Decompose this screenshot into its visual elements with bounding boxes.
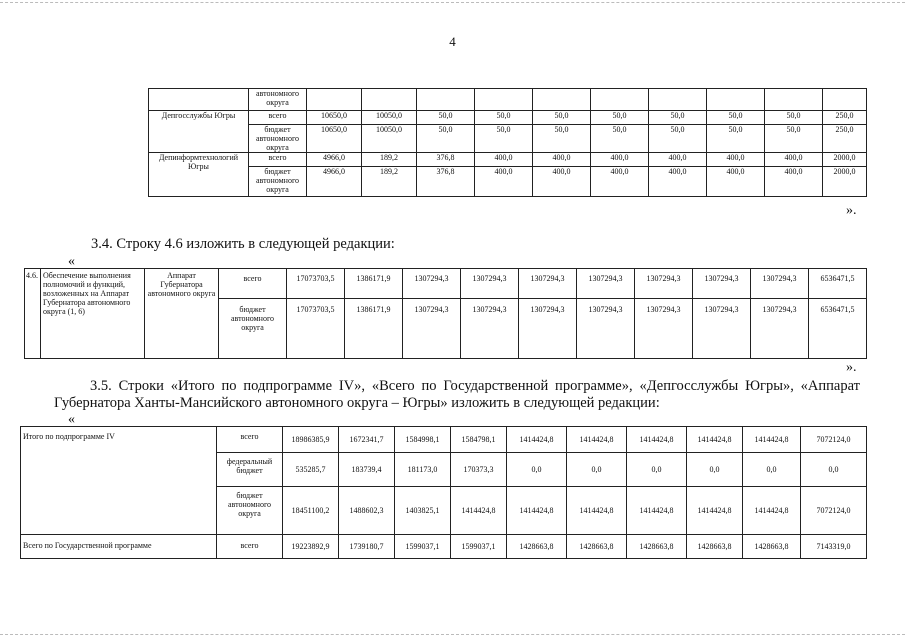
value-cell: 18451100,2 (283, 487, 339, 535)
value-cell (765, 89, 823, 111)
value-cell: 189,2 (362, 167, 417, 197)
value-cell: 1414424,8 (743, 487, 801, 535)
value-cell: 1307294,3 (403, 269, 461, 299)
table-row (149, 153, 867, 167)
open-quote-2: « (68, 412, 75, 427)
row-number: 4.6. (25, 269, 41, 359)
table-row (21, 535, 867, 559)
paragraph-3-4: 3.4. Строку 4.6 изложить в следующей редакции: (91, 236, 395, 252)
kind-cell: бюджет автономного округа (249, 125, 307, 153)
value-cell: 4966,0 (307, 167, 362, 197)
kind-cell: всего (249, 111, 307, 125)
value-cell: 50,0 (707, 111, 765, 125)
department-name (149, 89, 249, 111)
value-cell: 400,0 (591, 167, 649, 197)
value-cell (417, 89, 475, 111)
value-cell (475, 89, 533, 111)
value-cell: 400,0 (475, 167, 533, 197)
value-cell: 50,0 (417, 125, 475, 153)
value-cell: 10650,0 (307, 111, 362, 125)
value-cell: 0,0 (743, 453, 801, 487)
value-cell: 6536471,5 (809, 269, 867, 299)
value-cell: 189,2 (362, 153, 417, 167)
value-cell: 1428663,8 (743, 535, 801, 559)
value-cell: 1403825,1 (395, 487, 451, 535)
row-title: Всего по Государственной программе (21, 535, 217, 559)
value-cell: 17073703,5 (287, 269, 345, 299)
table-departments (148, 88, 867, 197)
value-cell: 1307294,3 (577, 299, 635, 359)
value-cell: 1428663,8 (507, 535, 567, 559)
kind-cell: всего (249, 153, 307, 167)
value-cell: 1414424,8 (507, 427, 567, 453)
kind-cell: бюджет автономного округа (217, 487, 283, 535)
value-cell: 50,0 (649, 111, 707, 125)
value-cell: 1739180,7 (339, 535, 395, 559)
measure-name: Обеспечение выполнения полномочий и функций, возложенных на Аппарат Губернатора автономного округа (1, 6) (41, 269, 145, 359)
table1-close-quote: ». (846, 203, 857, 218)
table2-close-quote: ». (846, 360, 857, 375)
table-row (149, 111, 867, 125)
value-cell: 1307294,3 (635, 299, 693, 359)
page-number: 4 (449, 34, 456, 49)
value-cell: 50,0 (475, 125, 533, 153)
value-cell: 400,0 (649, 153, 707, 167)
value-cell: 400,0 (533, 153, 591, 167)
value-cell: 1672341,7 (339, 427, 395, 453)
value-cell: 1414424,8 (743, 427, 801, 453)
value-cell: 0,0 (687, 453, 743, 487)
value-cell: 1307294,3 (693, 299, 751, 359)
value-cell: 1307294,3 (751, 299, 809, 359)
value-cell: 1414424,8 (567, 427, 627, 453)
value-cell: 1584798,1 (451, 427, 507, 453)
value-cell: 50,0 (417, 111, 475, 125)
value-cell (362, 89, 417, 111)
value-cell: 10650,0 (307, 125, 362, 153)
value-cell: 17073703,5 (287, 299, 345, 359)
value-cell: 1414424,8 (627, 487, 687, 535)
value-cell: 1414424,8 (627, 427, 687, 453)
value-cell: 250,0 (823, 125, 867, 153)
department-name: Депинформтехнологий Югры (149, 153, 249, 197)
value-cell: 170373,3 (451, 453, 507, 487)
bottom-edge (0, 634, 905, 635)
kind-cell: бюджет автономного округа (219, 299, 287, 359)
value-cell: 19223892,9 (283, 535, 339, 559)
table-row (149, 89, 867, 111)
value-cell: 1307294,3 (519, 269, 577, 299)
value-cell: 50,0 (765, 125, 823, 153)
value-cell: 400,0 (765, 153, 823, 167)
table-totals (20, 426, 867, 559)
value-cell: 50,0 (533, 125, 591, 153)
value-cell: 400,0 (649, 167, 707, 197)
kind-cell: федеральный бюджет (217, 453, 283, 487)
value-cell: 10050,0 (362, 111, 417, 125)
value-cell: 50,0 (475, 111, 533, 125)
value-cell (823, 89, 867, 111)
value-cell: 7143319,0 (801, 535, 867, 559)
department-name: Депгосслужбы Югры (149, 111, 249, 153)
value-cell: 50,0 (533, 111, 591, 125)
value-cell (707, 89, 765, 111)
value-cell: 1414424,8 (451, 487, 507, 535)
value-cell: 1307294,3 (403, 299, 461, 359)
value-cell (591, 89, 649, 111)
value-cell: 1414424,8 (687, 427, 743, 453)
value-cell: 1599037,1 (451, 535, 507, 559)
value-cell: 535285,7 (283, 453, 339, 487)
value-cell: 400,0 (707, 167, 765, 197)
value-cell: 1307294,3 (693, 269, 751, 299)
value-cell: 400,0 (591, 153, 649, 167)
value-cell: 400,0 (533, 167, 591, 197)
value-cell: 183739,4 (339, 453, 395, 487)
row-title: Итого по подпрограмме IV (21, 427, 217, 535)
open-quote-1: « (68, 254, 75, 269)
value-cell: 250,0 (823, 111, 867, 125)
value-cell: 0,0 (507, 453, 567, 487)
value-cell: 1307294,3 (519, 299, 577, 359)
value-cell: 400,0 (475, 153, 533, 167)
value-cell: 50,0 (707, 125, 765, 153)
executor: Аппарат Губернатора автономного округа (145, 269, 219, 359)
table-row (21, 427, 867, 453)
value-cell: 1584998,1 (395, 427, 451, 453)
table-row (149, 125, 867, 153)
kind-cell: всего (217, 427, 283, 453)
value-cell (307, 89, 362, 111)
value-cell: 6536471,5 (809, 299, 867, 359)
paragraph-3-5: 3.5. Строки «Итого по подпрограмме IV», «Всего по Государственной программе», «Депгосслужбы Югры», «Аппарат Губернатора Ханты-Мансийского автономного округа – Югры» изложить в следующей редакции: (54, 378, 860, 411)
value-cell: 1428663,8 (567, 535, 627, 559)
value-cell: 1428663,8 (627, 535, 687, 559)
value-cell: 2000,0 (823, 153, 867, 167)
value-cell: 1307294,3 (461, 269, 519, 299)
value-cell: 376,8 (417, 153, 475, 167)
value-cell: 50,0 (591, 111, 649, 125)
value-cell: 1386171,9 (345, 269, 403, 299)
value-cell: 50,0 (649, 125, 707, 153)
value-cell: 1414424,8 (567, 487, 627, 535)
value-cell: 0,0 (567, 453, 627, 487)
value-cell: 2000,0 (823, 167, 867, 197)
value-cell: 1414424,8 (507, 487, 567, 535)
kind-cell: всего (219, 269, 287, 299)
value-cell: 400,0 (765, 167, 823, 197)
value-cell: 0,0 (627, 453, 687, 487)
value-cell: 1307294,3 (461, 299, 519, 359)
value-cell: 1488602,3 (339, 487, 395, 535)
value-cell (533, 89, 591, 111)
value-cell: 50,0 (765, 111, 823, 125)
value-cell: 4966,0 (307, 153, 362, 167)
value-cell: 181173,0 (395, 453, 451, 487)
value-cell: 1599037,1 (395, 535, 451, 559)
value-cell: 10050,0 (362, 125, 417, 153)
value-cell: 376,8 (417, 167, 475, 197)
value-cell: 1307294,3 (751, 269, 809, 299)
top-edge (0, 2, 905, 3)
kind-cell: бюджет автономного округа (249, 167, 307, 197)
value-cell: 400,0 (707, 153, 765, 167)
value-cell: 1386171,9 (345, 299, 403, 359)
value-cell: 7072124,0 (801, 487, 867, 535)
value-cell: 0,0 (801, 453, 867, 487)
kind-cell: всего (217, 535, 283, 559)
value-cell: 50,0 (591, 125, 649, 153)
value-cell: 1307294,3 (635, 269, 693, 299)
value-cell: 1307294,3 (577, 269, 635, 299)
kind-cell: автономного округа (249, 89, 307, 111)
value-cell: 18986385,9 (283, 427, 339, 453)
table-row (149, 167, 867, 197)
value-cell: 1414424,8 (687, 487, 743, 535)
table-row-4-6 (24, 268, 867, 359)
value-cell: 7072124,0 (801, 427, 867, 453)
value-cell (649, 89, 707, 111)
value-cell: 1428663,8 (687, 535, 743, 559)
